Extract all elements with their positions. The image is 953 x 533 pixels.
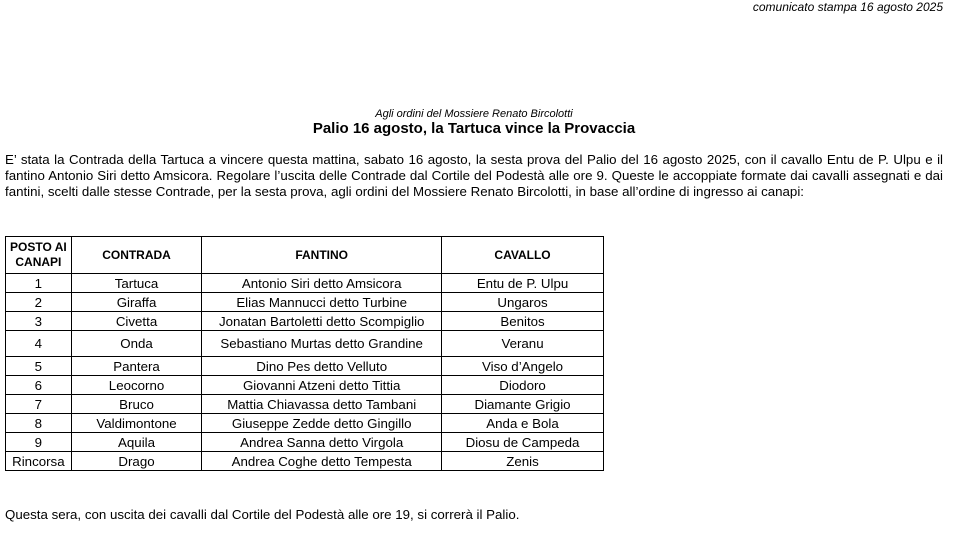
header-cavallo: CAVALLO bbox=[442, 237, 604, 274]
table-row bbox=[6, 414, 604, 433]
cell-posto: 4 bbox=[6, 331, 72, 357]
cell-contrada: Giraffa bbox=[71, 293, 202, 312]
cell-cavallo: Diamante Grigio bbox=[442, 395, 604, 414]
press-release-dateline: comunicato stampa 16 agosto 2025 bbox=[752, 0, 943, 14]
cell-contrada: Pantera bbox=[71, 357, 202, 376]
cell-fantino: Giuseppe Zedde detto Gingillo bbox=[202, 414, 442, 433]
cell-posto: 8 bbox=[6, 414, 72, 433]
cell-fantino: Andrea Sanna detto Virgola bbox=[202, 433, 442, 452]
table-row bbox=[6, 357, 604, 376]
table-row bbox=[6, 293, 604, 312]
cell-contrada: Valdimontone bbox=[71, 414, 202, 433]
table-row bbox=[6, 312, 604, 331]
cell-fantino: Jonatan Bartoletti detto Scompiglio bbox=[202, 312, 442, 331]
closing-paragraph: Questa sera, con uscita dei cavalli dal Cortile del Podestà alle ore 19, si correrà il Palio. bbox=[5, 507, 520, 522]
subheading: Agli ordini del Mossiere Renato Bircolotti bbox=[375, 108, 573, 120]
cell-cavallo: Zenis bbox=[442, 452, 604, 471]
header-fantino: FANTINO bbox=[202, 237, 442, 274]
cell-cavallo: Anda e Bola bbox=[442, 414, 604, 433]
cell-cavallo: Entu de P. Ulpu bbox=[442, 274, 604, 293]
cell-contrada: Bruco bbox=[71, 395, 202, 414]
cell-fantino: Mattia Chiavassa detto Tambani bbox=[202, 395, 442, 414]
cell-posto: Rincorsa bbox=[6, 452, 72, 471]
cell-fantino: Andrea Coghe detto Tempesta bbox=[202, 452, 442, 471]
cell-posto: 5 bbox=[6, 357, 72, 376]
table-row bbox=[6, 395, 604, 414]
header-contrada: CONTRADA bbox=[71, 237, 202, 274]
cell-fantino: Sebastiano Murtas detto Grandine bbox=[202, 331, 442, 357]
cell-cavallo: Ungaros bbox=[442, 293, 604, 312]
cell-contrada: Tartuca bbox=[71, 274, 202, 293]
table-row bbox=[6, 274, 604, 293]
cell-fantino: Dino Pes detto Velluto bbox=[202, 357, 442, 376]
cell-posto: 9 bbox=[6, 433, 72, 452]
table-row bbox=[6, 331, 604, 357]
cell-cavallo: Diodoro bbox=[442, 376, 604, 395]
cell-posto: 6 bbox=[6, 376, 72, 395]
cell-cavallo: Benitos bbox=[442, 312, 604, 331]
cell-cavallo: Diosu de Campeda bbox=[442, 433, 604, 452]
cell-posto: 1 bbox=[6, 274, 72, 293]
header-posto: POSTO AI CANAPI bbox=[6, 237, 72, 274]
cell-contrada: Drago bbox=[71, 452, 202, 471]
intro-paragraph: E’ stata la Contrada della Tartuca a vincere questa mattina, sabato 16 agosto, la sesta prova del Palio del 16 agosto 2025, con il cavallo Entu de P. Ulpu e il fantino Antonio Siri detto Amsicora. Regolare l’uscita delle Contrade dal Cortile del Podestà alle ore 9. Queste le accoppiate formate dai cavalli assegnati e dai fantini, scelti dalle stesse Contrade, per la sesta prova, agli ordini del Mossiere Renato Bircolotti, in base all’ordine di ingresso ai canapi: bbox=[5, 152, 943, 199]
table-header-row bbox=[6, 237, 604, 274]
cell-cavallo: Veranu bbox=[442, 331, 604, 357]
cell-posto: 7 bbox=[6, 395, 72, 414]
cell-fantino: Antonio Siri detto Amsicora bbox=[202, 274, 442, 293]
page-title: Palio 16 agosto, la Tartuca vince la Provaccia bbox=[312, 120, 636, 137]
cell-contrada: Civetta bbox=[71, 312, 202, 331]
cell-contrada: Aquila bbox=[71, 433, 202, 452]
cell-cavallo: Viso d’Angelo bbox=[442, 357, 604, 376]
pairings-table bbox=[5, 236, 604, 471]
table-row bbox=[6, 376, 604, 395]
cell-posto: 3 bbox=[6, 312, 72, 331]
cell-posto: 2 bbox=[6, 293, 72, 312]
cell-contrada: Leocorno bbox=[71, 376, 202, 395]
table-row bbox=[6, 433, 604, 452]
cell-contrada: Onda bbox=[71, 331, 202, 357]
cell-fantino: Elias Mannucci detto Turbine bbox=[202, 293, 442, 312]
cell-fantino: Giovanni Atzeni detto Tittia bbox=[202, 376, 442, 395]
table-row bbox=[6, 452, 604, 471]
